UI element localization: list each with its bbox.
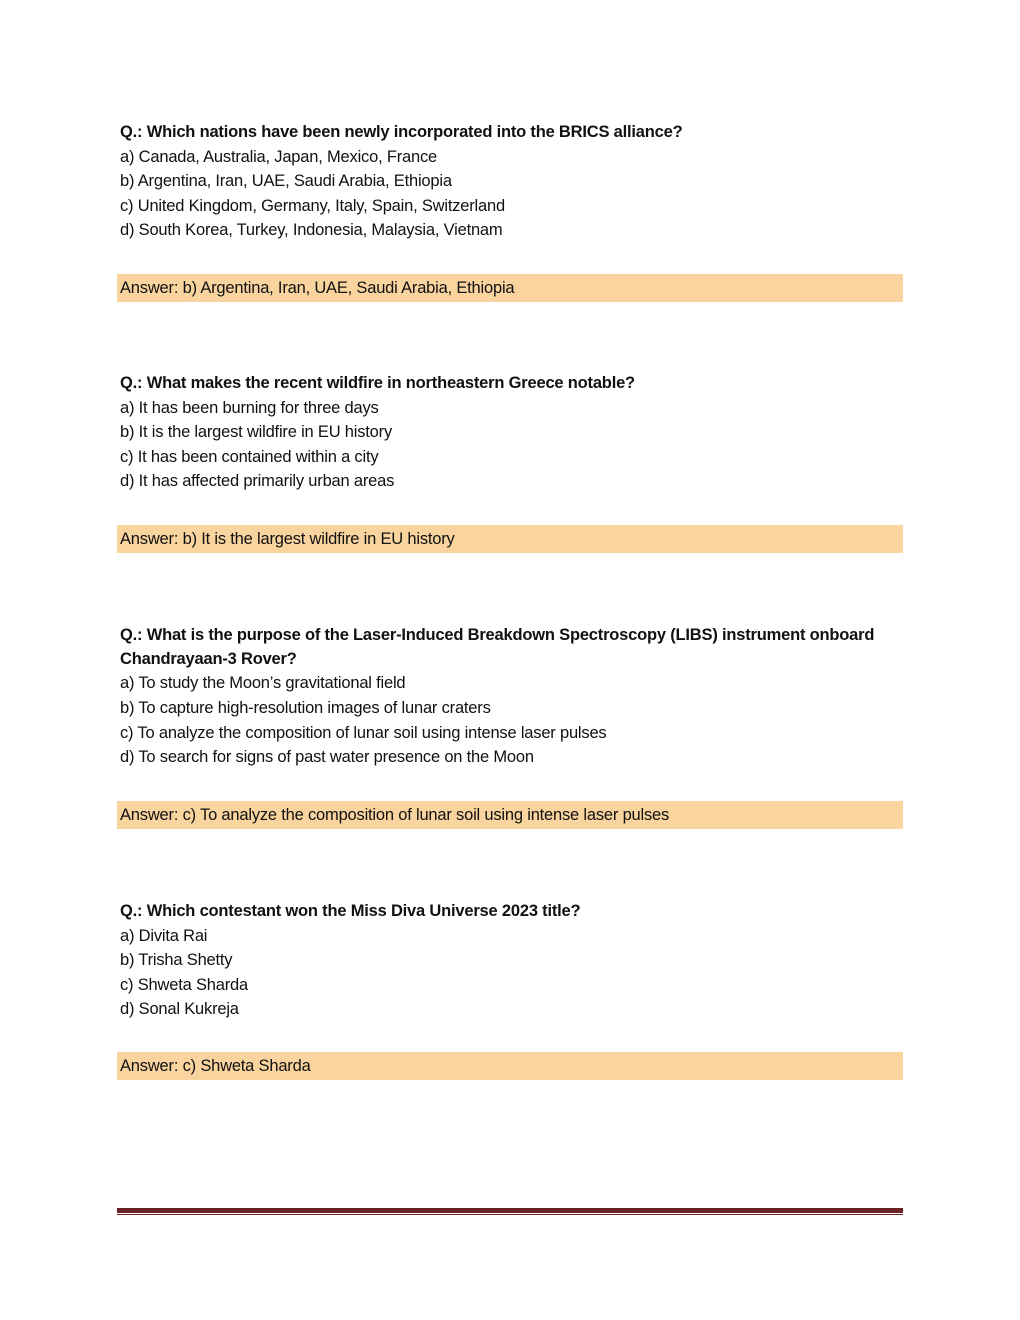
question-block-4 [120, 899, 903, 1022]
question-block-1 [120, 120, 903, 243]
option-c: c) It has been contained within a city [120, 447, 379, 466]
answer-highlight: Answer: c) Shweta Sharda [117, 1052, 903, 1080]
footer-rule-thin [117, 1214, 903, 1215]
option-d: d) Sonal Kukreja [120, 1000, 239, 1019]
question-text: Q.: What makes the recent wildfire in northeastern Greece notable? [120, 374, 635, 392]
option-b: b) To capture high-resolution images of lunar craters [120, 699, 491, 717]
option-a: a) Divita Rai [120, 926, 208, 945]
option-a: a) It has been burning for three days [120, 398, 379, 417]
option-c: c) United Kingdom, Germany, Italy, Spain, Switzerland [120, 196, 505, 215]
option-b: b) Argentina, Iran, UAE, Saudi Arabia, Ethiopia [120, 172, 452, 191]
answer-highlight: Answer: b) Argentina, Iran, UAE, Saudi Arabia, Ethiopia [117, 274, 903, 302]
footer-rule-thick [117, 1208, 903, 1213]
option-a: a) Canada, Australia, Japan, Mexico, France [120, 147, 437, 166]
option-d: d) South Korea, Turkey, Indonesia, Malaysia, Vietnam [120, 221, 503, 240]
option-b: b) It is the largest wildfire in EU history [120, 423, 392, 442]
question-block-2 [120, 371, 903, 494]
answer-highlight: Answer: c) To analyze the composition of lunar soil using intense laser pulses [117, 801, 903, 829]
option-b: b) Trisha Shetty [120, 951, 233, 970]
question-text: Q.: Which contestant won the Miss Diva Universe 2023 title? [120, 902, 581, 920]
option-c: c) To analyze the composition of lunar soil using intense laser pulses [120, 723, 607, 742]
option-a: a) To study the Moon’s gravitational field [120, 674, 406, 693]
answer-highlight: Answer: b) It is the largest wildfire in EU history [117, 525, 903, 553]
question-block-3 [120, 623, 903, 770]
option-c: c) Shweta Sharda [120, 975, 248, 994]
option-d: d) To search for signs of past water presence on the Moon [120, 748, 534, 767]
question-text: Q.: Which nations have been newly incorporated into the BRICS alliance? [120, 123, 683, 141]
option-d: d) It has affected primarily urban areas [120, 472, 395, 491]
question-text: Q.: What is the purpose of the Laser-Induced Breakdown Spectroscopy (LIBS) instrument onboard Chandrayaan-3 Rover? [120, 626, 875, 669]
